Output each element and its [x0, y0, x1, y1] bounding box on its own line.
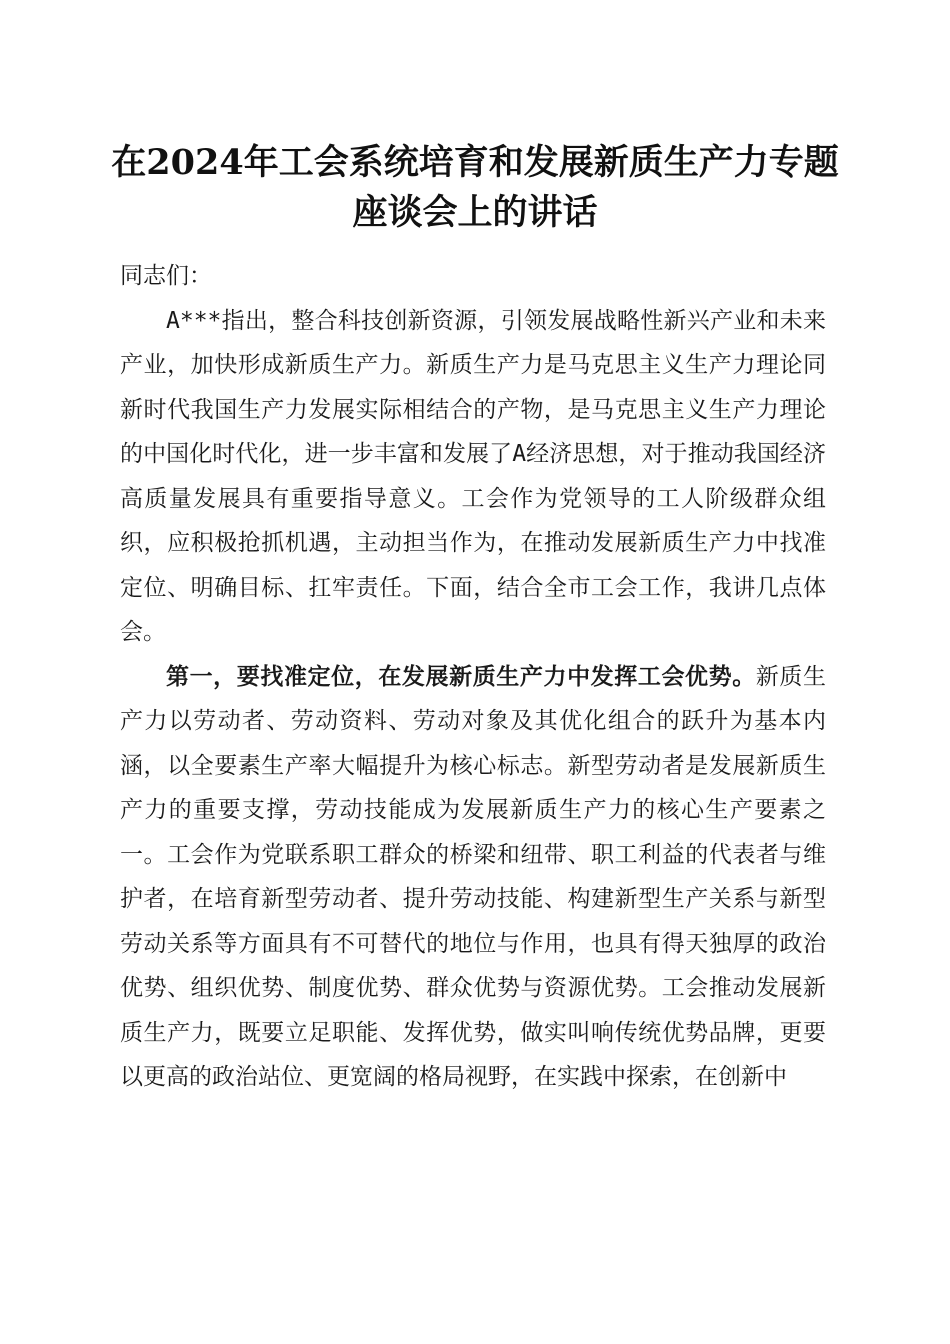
- paragraph-2-text: 新质生产力以劳动者、劳动资料、劳动对象及其优化组合的跃升为基本内涵，以全要素生产率大幅提升为核心标志。新型劳动者是发展新质生产力的重要支撑，劳动技能成为发展新质生产力的核心生产要素之一。工会作为党联系职工群众的桥梁和纽带、职工利益的代表者与维护者，在培育新型劳动者、提升劳动技能、构建新型生产关系与新型劳动关系等方面具有不可替代的地位与作用，也具有得天独厚的政治优势、组织优势、制度优势、群众优势与资源优势。工会推动发展新质生产力，既要立足职能、发挥优势，做实叫响传统优势品牌，更要以更高的政治站位、更宽阔的格局视野，在实践中探索，在创新中: [120, 663, 827, 1090]
- paragraph-2: [120, 655, 826, 1100]
- document-body: [120, 254, 826, 1100]
- paragraph-1-text: A***指出，整合科技创新资源，引领发展战略性新兴产业和未来产业，加快形成新质生产力。新质生产力是马克思主义生产力理论同新时代我国生产力发展实际相结合的产物，是马克思主义生产力理论的中国化时代化，进一步丰富和发展了A经济思想，对于推动我国经济高质量发展具有重要指导意义。工会作为党领导的工人阶级群众组织，应积极抢抓机遇，主动担当作为，在推动发展新质生产力中找准定位、明确目标、扛牢责任。下面，结合全市工会工作，我讲几点体会。: [120, 307, 826, 645]
- salutation: 同志们：: [120, 263, 212, 289]
- paragraph-1: [120, 299, 826, 655]
- document-title: 在2024年工会系统培育和发展新质生产力专题座谈会上的讲话: [111, 142, 839, 233]
- paragraph-2-lead: 第一，要找准定位，在发展新质生产力中发挥工会优势。: [166, 663, 756, 690]
